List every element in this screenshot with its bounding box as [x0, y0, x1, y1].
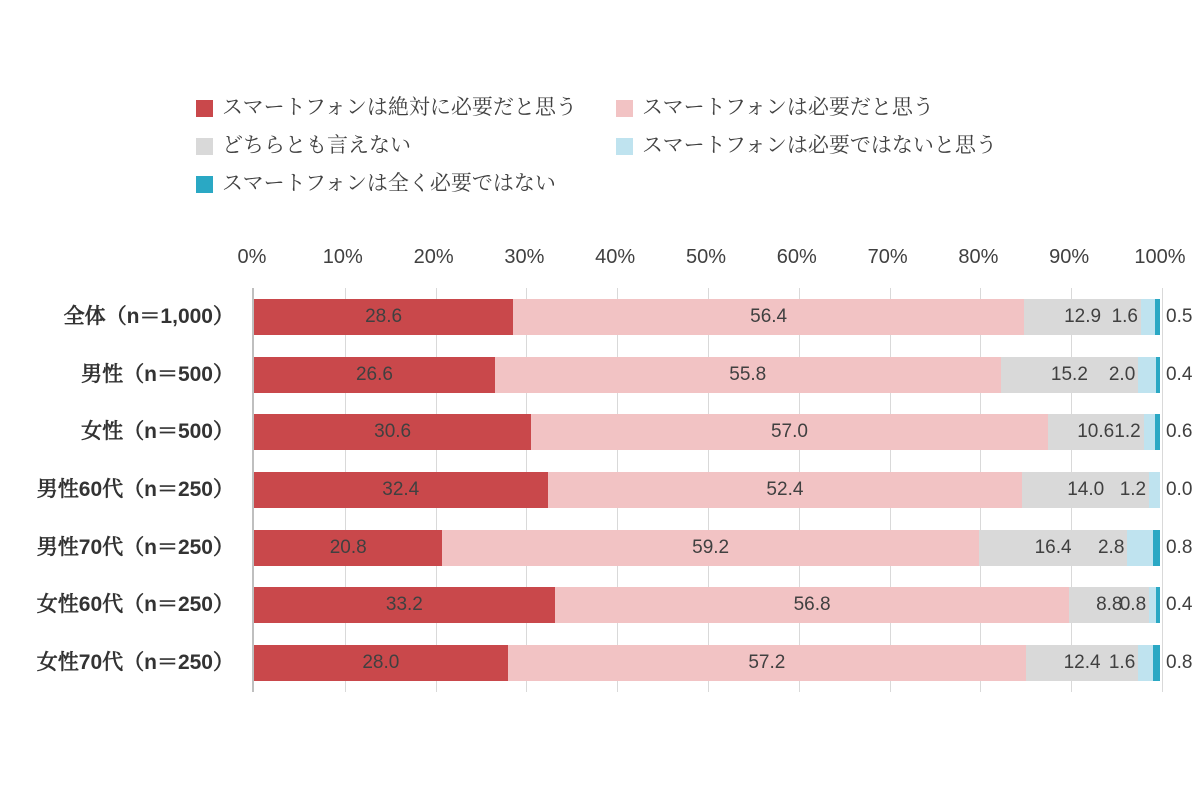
table-row — [254, 299, 1193, 335]
bar-segment[interactable] — [1156, 587, 1193, 623]
y-axis-category-label: 女性（n＝500） — [81, 420, 234, 444]
bar-segment[interactable] — [254, 357, 495, 393]
x-axis-tick-label: 90% — [1049, 246, 1090, 268]
bar-segment[interactable] — [1119, 472, 1160, 508]
bar-segment[interactable] — [1153, 645, 1193, 681]
bar-segment-value-label: 57.2 — [748, 652, 786, 674]
legend-item[interactable] — [196, 134, 616, 158]
legend-row — [196, 96, 1096, 120]
bar-segment[interactable] — [513, 299, 1024, 335]
x-axis-tick-label: 10% — [322, 246, 363, 268]
bar-segment-value-label: 55.8 — [729, 363, 767, 385]
legend-item[interactable] — [196, 172, 556, 196]
table-row — [254, 414, 1193, 450]
bar-segment-value-label: 56.8 — [793, 594, 831, 616]
bar-segment[interactable] — [531, 414, 1047, 450]
bar-segment[interactable] — [1108, 357, 1156, 393]
bar-segment-value-label: 1.6 — [1111, 305, 1138, 327]
legend-item[interactable] — [616, 134, 997, 158]
bar-segment-value-label: 1.6 — [1108, 652, 1136, 674]
bar-segment-value-label: 0.8 — [1165, 536, 1193, 558]
y-axis-category-label: 男性60代（n＝250） — [36, 478, 234, 501]
x-axis-tick-label: 80% — [958, 246, 999, 268]
x-axis-tick-labels — [237, 246, 1186, 272]
bar-segment-value-label: 57.0 — [770, 421, 808, 443]
bar-segment-value-label: 1.2 — [1119, 479, 1147, 500]
bar-segment[interactable] — [254, 472, 548, 508]
y-axis-category-labels — [0, 288, 246, 692]
legend-item[interactable] — [196, 96, 616, 120]
legend-swatch-icon — [196, 176, 213, 193]
bar-segment-value-label: 12.9 — [1064, 305, 1102, 327]
legend-item[interactable] — [616, 96, 934, 120]
bar-segment-value-label: 0.0 — [1165, 479, 1193, 500]
bar-segment[interactable] — [254, 299, 513, 335]
x-axis-tick-label: 0% — [237, 246, 267, 268]
bar-segment-value-label: 0.4 — [1165, 363, 1193, 385]
bar-segment-value-label: 0.5 — [1166, 305, 1193, 327]
bar-segment-value-label: 32.4 — [382, 479, 420, 500]
bar-segment-value-label: 1.2 — [1114, 421, 1141, 443]
legend-label: スマートフォンは全く必要ではない — [222, 172, 556, 195]
x-axis-tick-label: 50% — [685, 246, 727, 268]
bar-segment[interactable] — [1111, 299, 1155, 335]
gridline — [1162, 288, 1163, 692]
x-axis-tick-label: 30% — [504, 246, 545, 268]
bar-segment-value-label: 20.8 — [329, 536, 367, 558]
legend-label: スマートフォンは必要だと思う — [642, 96, 934, 119]
legend-swatch-icon — [616, 100, 633, 117]
y-axis-category-label: 女性70代（n＝250） — [36, 651, 234, 675]
bar-segment[interactable] — [1097, 530, 1152, 566]
legend-row — [196, 172, 1096, 196]
table-row — [254, 587, 1193, 623]
bar-segment[interactable] — [254, 530, 442, 566]
bar-segment-value-label: 56.4 — [750, 305, 788, 327]
x-axis-tick-label: 60% — [776, 246, 817, 268]
bar-segment[interactable] — [1155, 299, 1193, 335]
bar-segment-value-label: 59.2 — [692, 536, 730, 558]
bar-segment-value-label: 0.8 — [1119, 594, 1147, 616]
bar-segment[interactable] — [254, 414, 531, 450]
bar-segment-value-label: 0.6 — [1166, 421, 1193, 443]
bar-segment[interactable] — [495, 357, 1001, 393]
bar-segment[interactable] — [254, 587, 555, 623]
bar-segment[interactable] — [254, 645, 508, 681]
bar-segment[interactable] — [1156, 357, 1193, 393]
bar-segment[interactable] — [1119, 587, 1156, 623]
bar-segment-value-label: 26.6 — [355, 363, 393, 385]
bar-segment-value-label: 28.6 — [365, 305, 403, 327]
bar-segment-value-label: 10.6 — [1077, 421, 1115, 443]
bar-segment-value-label: 52.4 — [766, 479, 804, 500]
table-row — [254, 645, 1193, 681]
legend-row — [196, 134, 1096, 158]
y-axis-category-label: 女性60代（n＝250） — [36, 593, 234, 617]
x-axis-tick-label: 40% — [595, 246, 636, 268]
bar-segment[interactable] — [1153, 530, 1193, 566]
x-axis-tick-label: 20% — [413, 246, 454, 268]
table-row — [254, 472, 1193, 508]
legend-label: どちらとも言えない — [222, 134, 411, 157]
legend-label: スマートフォンは必要ではないと思う — [642, 134, 997, 157]
bar-segment-value-label: 2.0 — [1108, 363, 1136, 385]
y-axis-category-label: 男性（n＝500） — [81, 362, 234, 386]
bar-segment-value-label: 16.4 — [1034, 536, 1072, 558]
legend-swatch-icon — [196, 100, 213, 117]
bar-segment[interactable] — [548, 472, 1023, 508]
y-axis-category-label: 男性70代（n＝250） — [36, 535, 234, 559]
bar-segment-value-label: 33.2 — [385, 594, 423, 616]
y-axis-category-label: 全体（n＝1,000） — [63, 304, 234, 328]
bar-segment-value-label: 15.2 — [1050, 363, 1088, 385]
bar-segment[interactable] — [1155, 414, 1193, 450]
plot-area — [252, 288, 1193, 692]
bar-segment-value-label: 8.8 — [1096, 594, 1123, 616]
bar-segment-value-label: 2.8 — [1097, 536, 1125, 558]
legend-label: スマートフォンは絶対に必要だと思う — [222, 96, 577, 119]
legend-swatch-icon — [196, 138, 213, 155]
bar-segment-value-label: 12.4 — [1063, 652, 1101, 674]
bar-segment[interactable] — [1108, 645, 1152, 681]
bar-segment[interactable] — [555, 587, 1070, 623]
bar-segment[interactable] — [508, 645, 1026, 681]
bar-segment-value-label: 14.0 — [1067, 479, 1105, 500]
table-row — [254, 357, 1193, 393]
bar-segment-value-label: 28.0 — [362, 652, 400, 674]
table-row — [254, 530, 1193, 566]
chart-legend — [196, 96, 1096, 210]
x-axis-tick-label: 100% — [1134, 246, 1186, 268]
bar-segment[interactable] — [442, 530, 978, 566]
legend-swatch-icon — [616, 138, 633, 155]
bar-segment-value-label: 0.8 — [1166, 652, 1193, 674]
bar-segment[interactable] — [1114, 414, 1155, 450]
bar-segment-value-label: 0.4 — [1166, 594, 1193, 616]
bar-segment-value-label: 30.6 — [374, 421, 412, 443]
x-axis-tick-label: 70% — [867, 246, 908, 268]
bar-rows — [254, 288, 1193, 692]
